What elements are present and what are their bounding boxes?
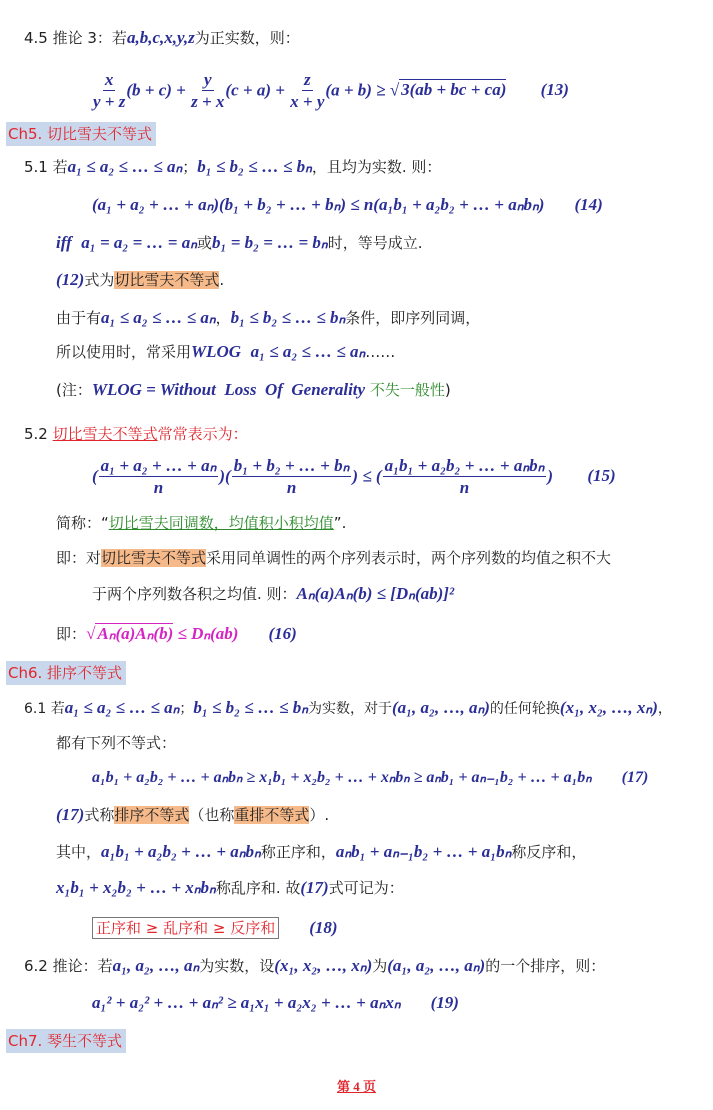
- text: (注：: [56, 381, 92, 399]
- ji-line-3: [56, 624, 297, 644]
- text: 或: [197, 234, 213, 252]
- highlight: 切比雪夫不等式: [101, 549, 207, 567]
- math: b₁ ≤ b₂ ≤ … ≤ bₙ: [193, 698, 308, 717]
- mixed-line: [56, 878, 404, 898]
- math: b₁ = b₂ = … = bₙ: [212, 233, 328, 252]
- numerator: x: [104, 70, 114, 89]
- text: 所以使用时，常采用: [56, 343, 192, 361]
- label: 6.1 若: [24, 701, 65, 717]
- text: 式为: [84, 271, 115, 289]
- text: 为实数，设: [199, 957, 275, 975]
- math: x₁b₁ + x₂b₂ + … + xₙbₙ: [56, 878, 216, 897]
- term: (c + a) +: [225, 80, 285, 100]
- radicand: Aₙ(a)Aₙ(b): [97, 624, 174, 643]
- math: a,b,c,x,y,z: [126, 28, 195, 47]
- radicand: 3(ab + bc + ca): [401, 80, 507, 100]
- equation-number: (13): [540, 80, 569, 100]
- math: (x₁, x₂, …, xₙ): [274, 956, 373, 975]
- text: 称反序和，: [511, 843, 587, 861]
- text: 时，等号成立.: [327, 234, 423, 252]
- denominator: n: [459, 478, 470, 497]
- text: 为实数，对于: [307, 701, 392, 717]
- equation-17: [92, 768, 648, 788]
- fraction: [232, 456, 352, 499]
- denominator: n: [153, 478, 164, 497]
- chapter-heading-ch5: Ch5. 切比雪夫不等式: [6, 122, 156, 146]
- term: (a + b) ≥ √: [325, 80, 400, 100]
- text: 的一个排序，则：: [485, 957, 606, 975]
- equation-ref: (17): [56, 805, 85, 824]
- math: b₁ ≤ b₂ ≤ … ≤ bₙ: [230, 308, 346, 327]
- section-5-1: [24, 157, 441, 177]
- sqrt-sign: √: [86, 624, 96, 643]
- since-line: [56, 308, 480, 328]
- text: ，: [215, 309, 231, 327]
- equation-19: [92, 993, 459, 1013]
- math: (x₁, x₂, …, xₙ): [559, 698, 658, 717]
- page-number: 第 4 页: [336, 1079, 376, 1094]
- section-5-2: [24, 424, 248, 444]
- math: a₁ ≤ a₂ ≤ … ≤ aₙ: [67, 157, 183, 176]
- text: 其中，: [56, 843, 102, 861]
- equation-ref: (17): [300, 878, 329, 897]
- paren: )(: [219, 466, 231, 486]
- math: a₁b₁ + a₂b₂ + … + aₙbₙ: [101, 842, 261, 861]
- wlog-line: [56, 342, 395, 362]
- denominator: x + y: [290, 92, 325, 111]
- ji-line-1: [56, 548, 611, 568]
- line-12: [56, 270, 224, 290]
- abbr-line: [56, 513, 346, 533]
- math: (a₁, a₂, …, aₙ): [387, 956, 486, 975]
- text: ): [444, 381, 451, 399]
- among-line: [56, 842, 586, 862]
- chapter-heading-ch7: Ch7. 琴生不等式: [6, 1029, 126, 1053]
- text: .: [219, 271, 225, 289]
- text: 采用同单调性的两个序列表示时，两个序列数的均值之积不大: [206, 549, 612, 567]
- label: 5.1 若: [24, 158, 68, 176]
- text: ……: [365, 343, 396, 361]
- math: b₁ ≤ b₂ ≤ … ≤ bₙ: [197, 157, 312, 176]
- math: a₁ ≤ a₂ ≤ … ≤ aₙ: [101, 308, 216, 327]
- equation-number: (18): [309, 918, 338, 937]
- equation-number: (16): [268, 624, 297, 643]
- fraction: [290, 70, 324, 113]
- math: a₁ = a₂ = … = aₙ: [81, 233, 197, 252]
- equation-number: (19): [430, 993, 459, 1012]
- numerator: a₁ + a₂ + … + aₙ: [100, 456, 217, 475]
- equation-14: [92, 195, 603, 215]
- section-6-1-cont: 都有下列不等式：: [56, 734, 177, 752]
- fraction: [191, 70, 224, 113]
- iff-line: [56, 233, 423, 253]
- line-17: [56, 805, 329, 825]
- green-text: 切比雪夫同调数，均值积小积均值: [108, 514, 334, 532]
- red-text: 常常表示为：: [157, 425, 248, 443]
- numerator: y: [203, 70, 212, 89]
- paren: (: [92, 466, 98, 486]
- section-6-1: [24, 698, 672, 719]
- equation-number: (17): [621, 769, 649, 786]
- math: a₁, a₂, …, aₙ: [112, 956, 200, 975]
- equation-number: (14): [574, 195, 603, 214]
- text: 简称：“: [56, 514, 109, 532]
- text: 称正序和，: [260, 843, 336, 861]
- text: 式称: [84, 806, 115, 824]
- text: ；: [179, 701, 194, 717]
- highlight: 切比雪夫不等式: [114, 271, 220, 289]
- numerator: b₁ + b₂ + … + bₙ: [233, 456, 350, 475]
- highlight: 排序不等式: [114, 806, 190, 824]
- equation-number: (15): [587, 466, 616, 486]
- math: ≤ Dₙ(ab): [173, 624, 239, 643]
- expression: a₁² + a₂² + … + aₙ² ≥ a₁x₁ + a₂x₂ + … + aₙxₙ: [92, 993, 401, 1012]
- expression: a₁b₁ + a₂b₂ + … + aₙbₙ ≥ x₁b₁ + x₂b₂ + … + xₙbₙ ≥ aₙb₁ + aₙ₋₁b₂ + … + a₁bₙ: [92, 769, 592, 786]
- text: （也称: [189, 806, 235, 824]
- math: (a₁, a₂, …, aₙ): [391, 698, 490, 717]
- text: 为: [372, 957, 388, 975]
- numerator: z: [303, 70, 311, 89]
- text: 即：: [56, 625, 87, 643]
- text: ）.: [309, 806, 330, 824]
- equation-15: [92, 456, 616, 499]
- text: ”.: [333, 514, 347, 532]
- label: 4.5 推论 3：若: [24, 29, 127, 47]
- red-text: 切比雪夫不等式: [52, 425, 158, 443]
- text: 由于有: [56, 309, 102, 327]
- expression: (a₁ + a₂ + … + aₙ)(b₁ + b₂ + … + bₙ) ≤ n(a₁b₁ + a₂b₂ + … + aₙbₙ): [92, 195, 545, 214]
- fraction: [99, 456, 219, 499]
- text: ，: [657, 701, 672, 717]
- math: WLOG = Without Loss Of Generality: [91, 380, 366, 399]
- equation-13: [92, 70, 569, 113]
- term: (b + c) +: [126, 80, 186, 100]
- equation-ref: (12): [56, 270, 85, 289]
- math: aₙb₁ + aₙ₋₁b₂ + … + a₁bₙ: [335, 842, 512, 861]
- text: ；: [182, 158, 198, 176]
- text: 为正实数，则：: [194, 29, 300, 47]
- text: 称乱序和. 故: [215, 879, 301, 897]
- label: 6.2 推论：若: [24, 957, 113, 975]
- numerator: a₁b₁ + a₂b₂ + … + aₙbₙ: [384, 456, 545, 475]
- section-6-2: [24, 956, 605, 976]
- chapter-heading-ch6: Ch6. 排序不等式: [6, 661, 126, 685]
- text: 条件，即序列同调，: [345, 309, 481, 327]
- section-4-5: [24, 28, 300, 48]
- label: 5.2: [24, 425, 48, 443]
- note-line: [56, 380, 451, 400]
- text: 即：对: [56, 549, 102, 567]
- denominator: n: [286, 478, 297, 497]
- fraction: [93, 70, 125, 113]
- denominator: z + x: [191, 92, 225, 111]
- math: a₁ ≤ a₂ ≤ … ≤ aₙ: [250, 342, 366, 361]
- math: a₁ ≤ a₂ ≤ … ≤ aₙ: [64, 698, 180, 717]
- math: WLOG: [191, 342, 242, 361]
- paren: ): [547, 466, 554, 486]
- math: Aₙ(a)Aₙ(b) ≤ [Dₙ(ab)]²: [296, 584, 455, 603]
- highlight: 重排不等式: [234, 806, 310, 824]
- text: 的任何轮换: [489, 701, 560, 717]
- denominator: y + z: [93, 92, 126, 111]
- ji-line-2: [92, 584, 454, 604]
- fraction: [383, 456, 547, 499]
- math: iff: [56, 233, 72, 252]
- paren: ) ≤ (: [352, 466, 382, 486]
- equation-18: [92, 918, 338, 938]
- boxed-inequality: 正序和 ≥ 乱序和 ≥ 反序和: [92, 917, 279, 939]
- green-text: 不失一般性: [369, 381, 445, 399]
- text: 于两个序列数各积之均值. 则：: [92, 585, 297, 603]
- text: 式可记为：: [328, 879, 404, 897]
- text: ，且均为实数. 则：: [311, 158, 442, 176]
